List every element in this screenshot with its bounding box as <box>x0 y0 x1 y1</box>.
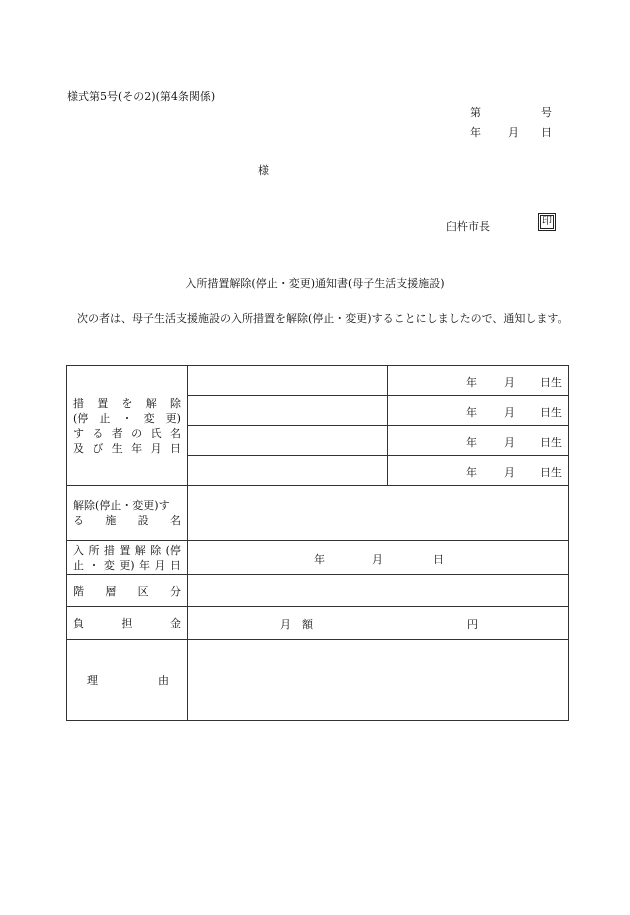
label-char: る <box>73 514 84 527</box>
income-class-cell[interactable] <box>188 575 569 607</box>
notice-table <box>66 365 569 721</box>
label-char: 年 <box>139 558 151 572</box>
label-char: 更) <box>119 558 135 572</box>
birth-month-label: 月 <box>504 435 515 449</box>
label-char: 除 <box>170 396 181 410</box>
person-name-cell[interactable] <box>188 456 388 486</box>
income-class-label <box>67 575 188 607</box>
birth-day-label: 日生 <box>540 435 562 449</box>
reason-row <box>67 640 569 721</box>
label-line <box>73 513 181 528</box>
label-char: 除 <box>150 543 162 557</box>
label-char: 置 <box>119 543 131 557</box>
persons-label <box>67 366 188 486</box>
label-char: 名 <box>169 426 181 440</box>
birth-day-label: 日生 <box>540 465 562 479</box>
birth-day-label: 日生 <box>540 405 562 419</box>
birth-month-label: 月 <box>504 405 515 419</box>
birth-year-label: 年 <box>466 375 477 389</box>
burden-amount-cell[interactable] <box>188 607 569 640</box>
label-char: 入 <box>73 543 84 557</box>
monthly-amount-label: 月 額 <box>280 618 313 631</box>
label-char: (停 <box>73 411 89 425</box>
label-char: 名 <box>169 514 181 527</box>
label-char: 止 <box>99 411 111 425</box>
label-char: 所 <box>88 543 100 557</box>
label-char: 日 <box>169 558 181 572</box>
label-char: 生 <box>111 441 123 455</box>
label-char: び <box>92 441 104 455</box>
label-char: 金 <box>170 617 181 630</box>
label-char: 措 <box>103 543 115 557</box>
label-char: 及 <box>73 441 84 455</box>
label-char: る <box>92 426 104 440</box>
termination-month-label: 月 <box>372 552 383 566</box>
label-char: 負 <box>73 617 84 630</box>
person-name-cell[interactable] <box>188 426 388 456</box>
label-char: 担 <box>121 617 133 630</box>
doc-number-go: 号 <box>541 106 552 119</box>
doc-date-month: 月 <box>508 126 519 139</box>
label-char: 置 <box>97 396 109 410</box>
label-char: 設 <box>137 514 149 527</box>
birth-year-label: 年 <box>466 435 477 449</box>
birth-month-label: 月 <box>504 375 515 389</box>
date-row <box>67 541 569 575</box>
burden-row <box>67 607 569 640</box>
label-line <box>73 558 181 573</box>
facility-row <box>67 486 569 541</box>
birth-month-label: 月 <box>504 465 515 479</box>
person-birthdate-cell[interactable] <box>388 396 569 426</box>
person-row <box>67 366 569 396</box>
label-line <box>73 396 181 411</box>
person-birthdate-cell[interactable] <box>388 426 569 456</box>
doc-date-year: 年 <box>470 126 481 139</box>
label-char: 層 <box>105 584 117 598</box>
label-line <box>73 498 181 513</box>
doc-date-day: 日 <box>541 126 552 139</box>
termination-day-label: 日 <box>433 552 444 566</box>
birth-day-label: 日生 <box>540 375 562 389</box>
label-line <box>73 426 181 441</box>
label-char: 由 <box>158 674 169 687</box>
label-char: 分 <box>169 584 181 598</box>
termination-date-cell[interactable] <box>188 541 569 575</box>
label-char: 月 <box>154 558 166 572</box>
label-line <box>73 411 181 426</box>
label-char: ・ <box>88 558 100 572</box>
label-char: 月 <box>150 441 162 455</box>
person-birthdate-cell[interactable] <box>388 366 569 396</box>
label-char: 止 <box>73 558 84 572</box>
document-number <box>470 104 552 120</box>
label-char: 区 <box>137 584 149 598</box>
label-char: 氏 <box>150 426 162 440</box>
seal-mark: 印 <box>538 213 556 231</box>
label-char: 解 <box>134 543 146 557</box>
body-text: 次の者は、母子生活支援施設の入所措置を解除(停止・変更)することにしましたので、通知します。 <box>77 312 569 325</box>
label-char: 変 <box>143 411 155 425</box>
reason-cell[interactable] <box>188 640 569 721</box>
label-char: 更) <box>165 411 181 425</box>
label-char: 施 <box>105 514 117 527</box>
class-row <box>67 575 569 607</box>
burden-label <box>67 607 188 640</box>
label-char: 解 <box>145 396 157 410</box>
termination-year-label: 年 <box>314 552 325 566</box>
label-char: 者 <box>111 426 123 440</box>
label-char: (停 <box>165 543 181 557</box>
label-char: を <box>121 396 133 410</box>
label-char: ・ <box>121 411 133 425</box>
label-char: 日 <box>169 441 181 455</box>
birth-year-label: 年 <box>466 465 477 479</box>
label-line <box>73 543 181 558</box>
person-name-cell[interactable] <box>188 396 388 426</box>
issuer-name: 臼杵市長 <box>446 220 490 233</box>
label-line <box>73 441 181 456</box>
doc-number-dai: 第 <box>470 106 481 119</box>
facility-label <box>67 486 188 541</box>
facility-name-cell[interactable] <box>188 486 569 541</box>
label-char: の <box>131 426 143 440</box>
person-name-cell[interactable] <box>188 366 388 396</box>
reason-label <box>67 640 188 721</box>
label-char: す <box>73 426 84 440</box>
label-char: 解除(停止・変更)す <box>73 499 170 512</box>
document-title: 入所措置解除(停止・変更)通知書(母子生活支援施設) <box>185 277 445 290</box>
termination-date-label <box>67 541 188 575</box>
label-char: 年 <box>131 441 143 455</box>
birth-year-label: 年 <box>466 405 477 419</box>
person-birthdate-cell[interactable] <box>388 456 569 486</box>
label-char: 理 <box>87 674 98 687</box>
document-date <box>470 124 552 140</box>
label-char: 変 <box>103 558 115 572</box>
yen-label: 円 <box>467 618 478 631</box>
addressee-suffix: 様 <box>258 164 269 177</box>
form-id: 様式第5号(その2)(第4条関係) <box>67 90 216 103</box>
label-char: 階 <box>73 584 84 598</box>
label-char: 措 <box>73 396 84 410</box>
